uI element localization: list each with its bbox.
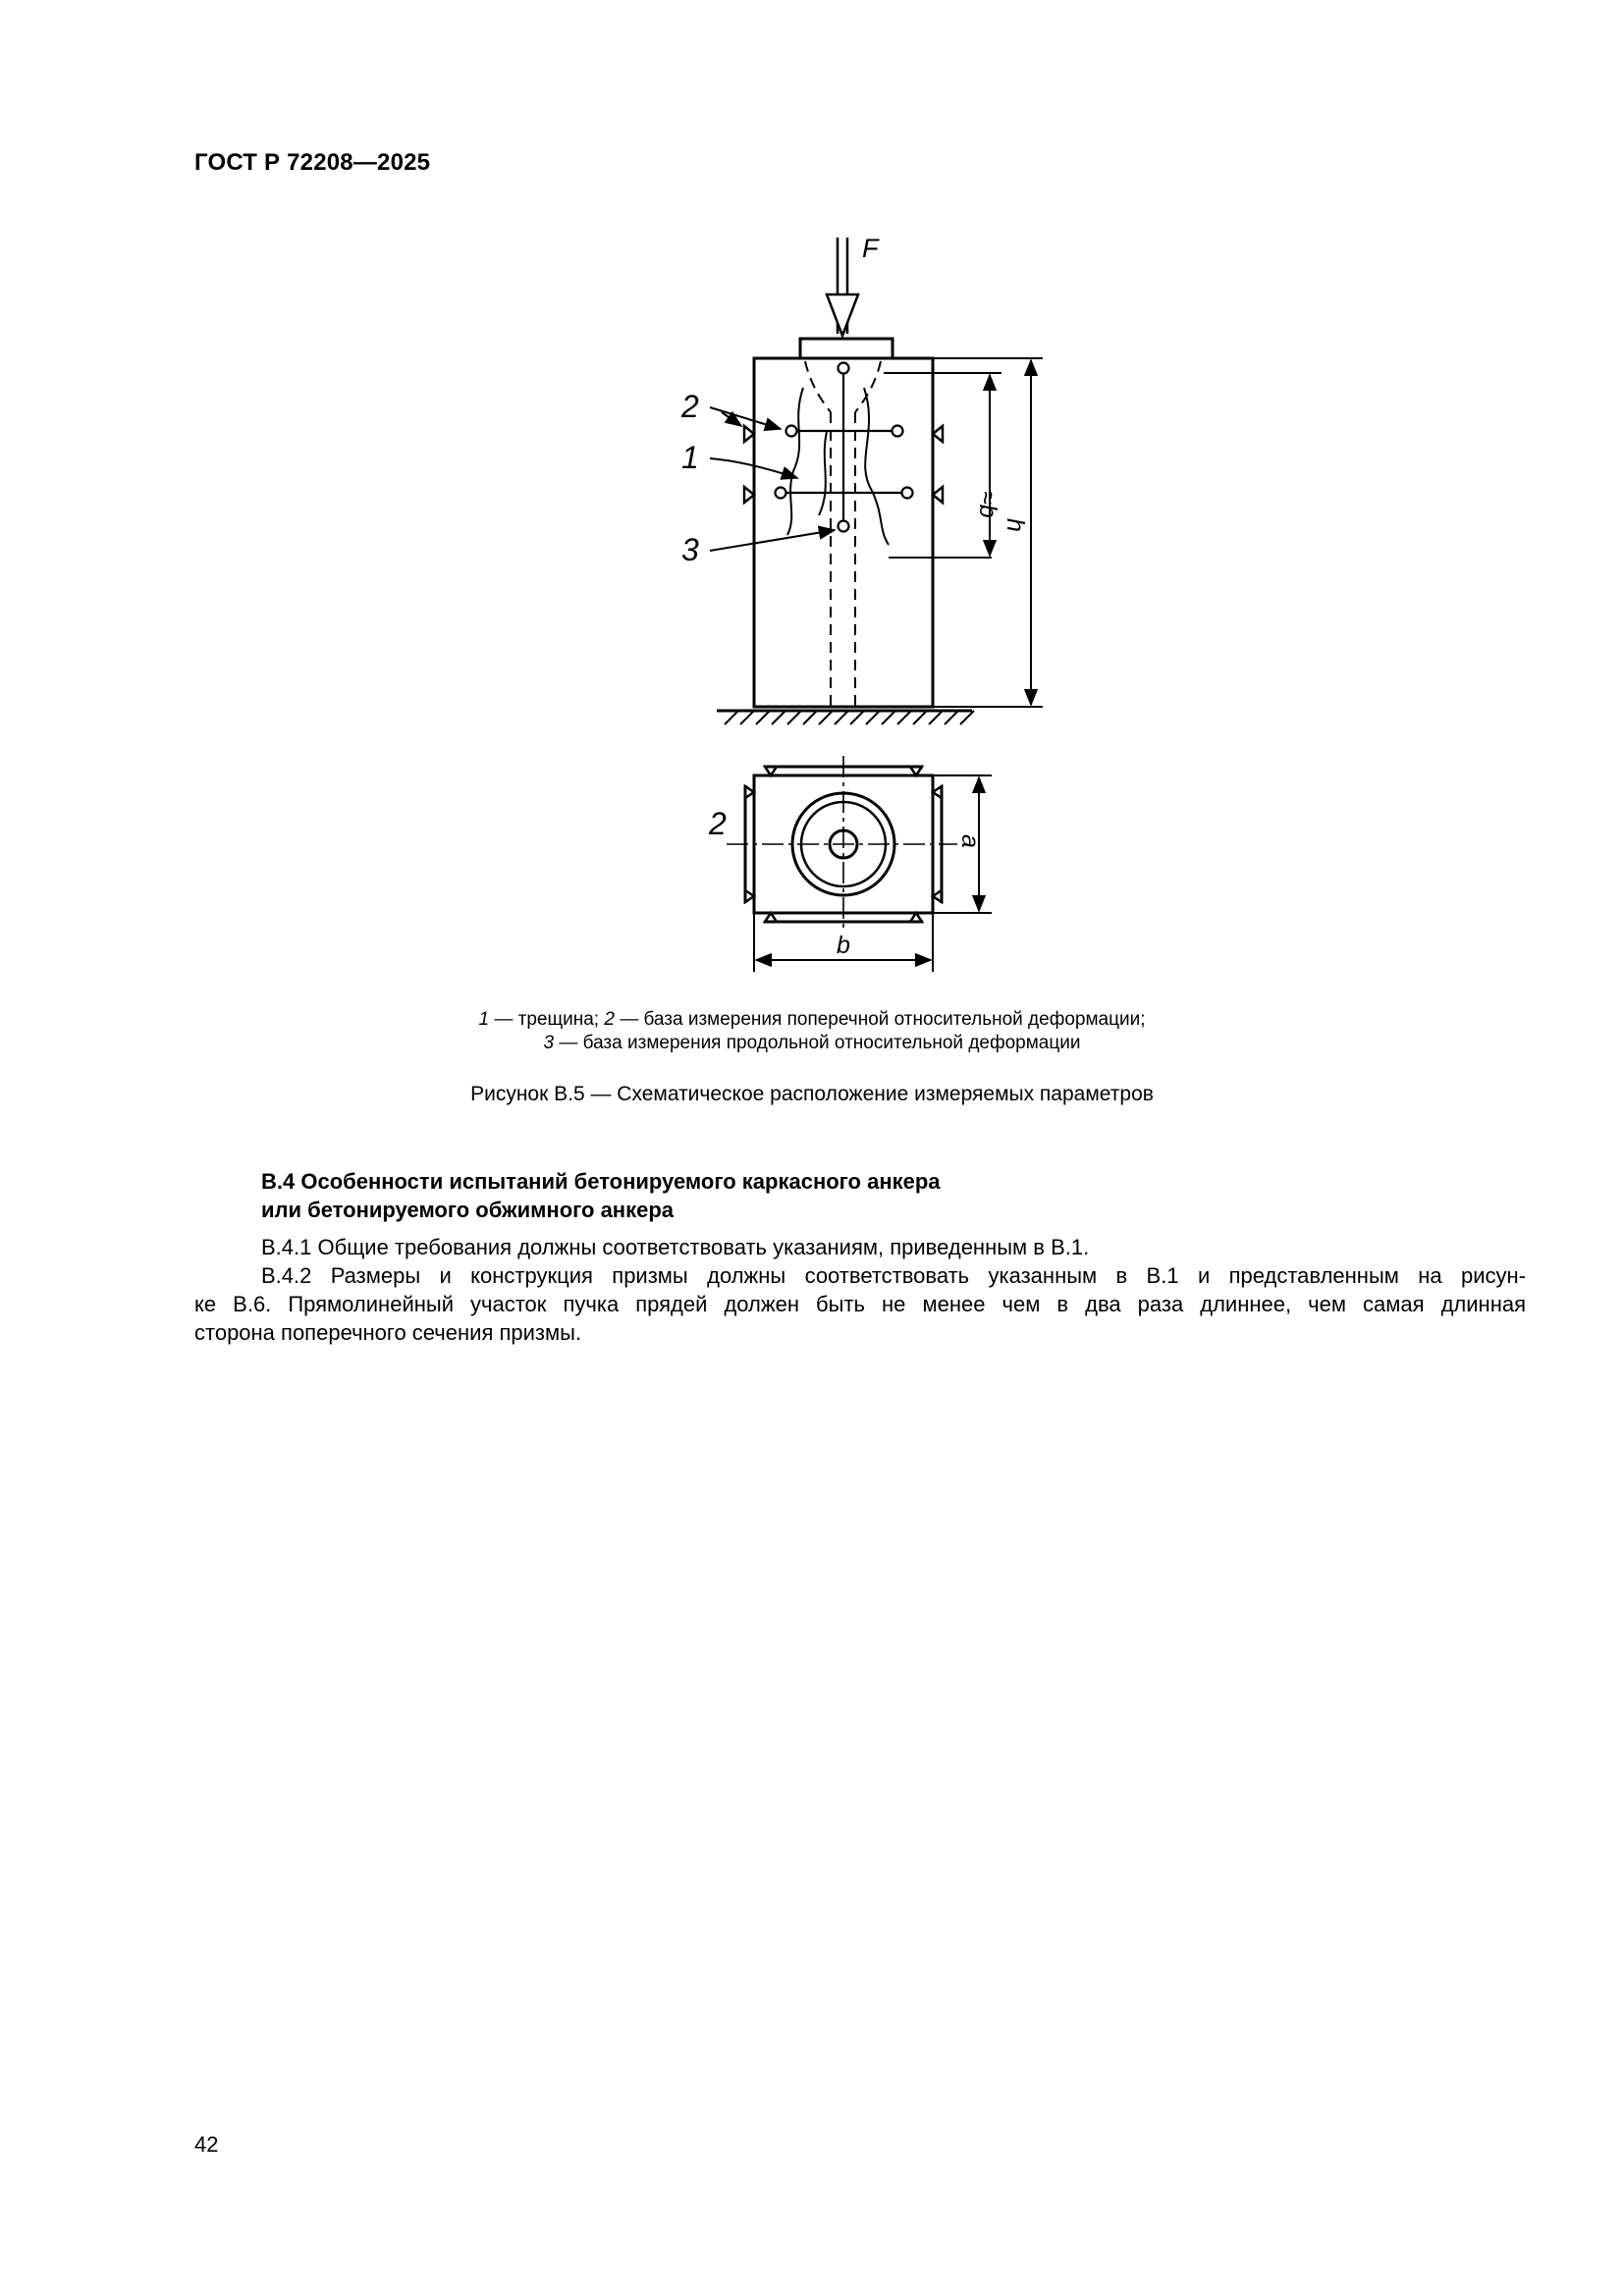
paragraph-b41 [194, 1233, 1526, 1261]
label-3: 3 [681, 532, 699, 567]
paragraph-b42 [194, 1261, 1526, 1347]
paragraph-b41-text: В.4.1 Общие требования должны соответствовать указаниям, приведенным в В.1. [261, 1235, 1090, 1259]
plan-label-2: 2 [709, 806, 727, 841]
legend-line-1 [295, 1008, 1329, 1032]
force-arrow [827, 238, 858, 336]
dimension-b-label: b [837, 932, 850, 959]
legend-num-1: 1 [478, 1009, 490, 1030]
paragraph-b42-line-2: ке В.6. Прямолинейный участок пучка прядей должен быть не менее чем в два раза длиннее, чем самая длинная [194, 1292, 1526, 1316]
legend-text-3: — база измерения продольной относительной деформации [554, 1033, 1081, 1053]
loading-plate [800, 339, 893, 358]
label-1: 1 [681, 440, 699, 475]
document-header: ГОСТ Р 72208—2025 [194, 149, 431, 176]
section-title [261, 1167, 941, 1224]
measurement-bases [776, 363, 913, 532]
page-number: 42 [194, 2132, 219, 2157]
force-label: F [862, 234, 879, 263]
figure-b5 [0, 0, 1624, 982]
label-2: 2 [681, 389, 699, 424]
legend-num-3: 3 [543, 1033, 555, 1053]
prism-plan [727, 756, 957, 933]
dimension-h-label: h [1001, 518, 1029, 532]
legend-text-2: — база измерения поперечной относительной деформации; [614, 1009, 1146, 1030]
legend-num-2: 2 [604, 1009, 615, 1030]
dimension-approx-b-label: ≈b [974, 491, 1001, 518]
crack-lines [787, 388, 889, 545]
paragraph-b42-line-3: сторона поперечного сечения призмы. [194, 1320, 582, 1345]
ground-support [717, 711, 974, 724]
section-title-line-1: В.4 Особенности испытаний бетонируемого каркасного анкера [261, 1169, 941, 1194]
dimension-approx-b [884, 373, 1001, 556]
legend-text-1: — трещина; [489, 1009, 605, 1030]
paragraph-b42-line-1 [194, 1261, 1526, 1290]
figure-legend [295, 1008, 1329, 1055]
section-title-line-2: или бетонируемого обжимного анкера [261, 1198, 675, 1222]
dimension-h [933, 358, 1043, 707]
paragraph-b42-line-1-text: В.4.2 Размеры и конструкция призмы должны соответствовать указанным в В.1 и представленным на рисун- [261, 1263, 1526, 1288]
dimension-a-label: a [956, 834, 984, 848]
figure-caption: Рисунок В.5 — Схематическое расположение измеряемых параметров [470, 1083, 1154, 1105]
legend-line-2 [295, 1032, 1329, 1055]
